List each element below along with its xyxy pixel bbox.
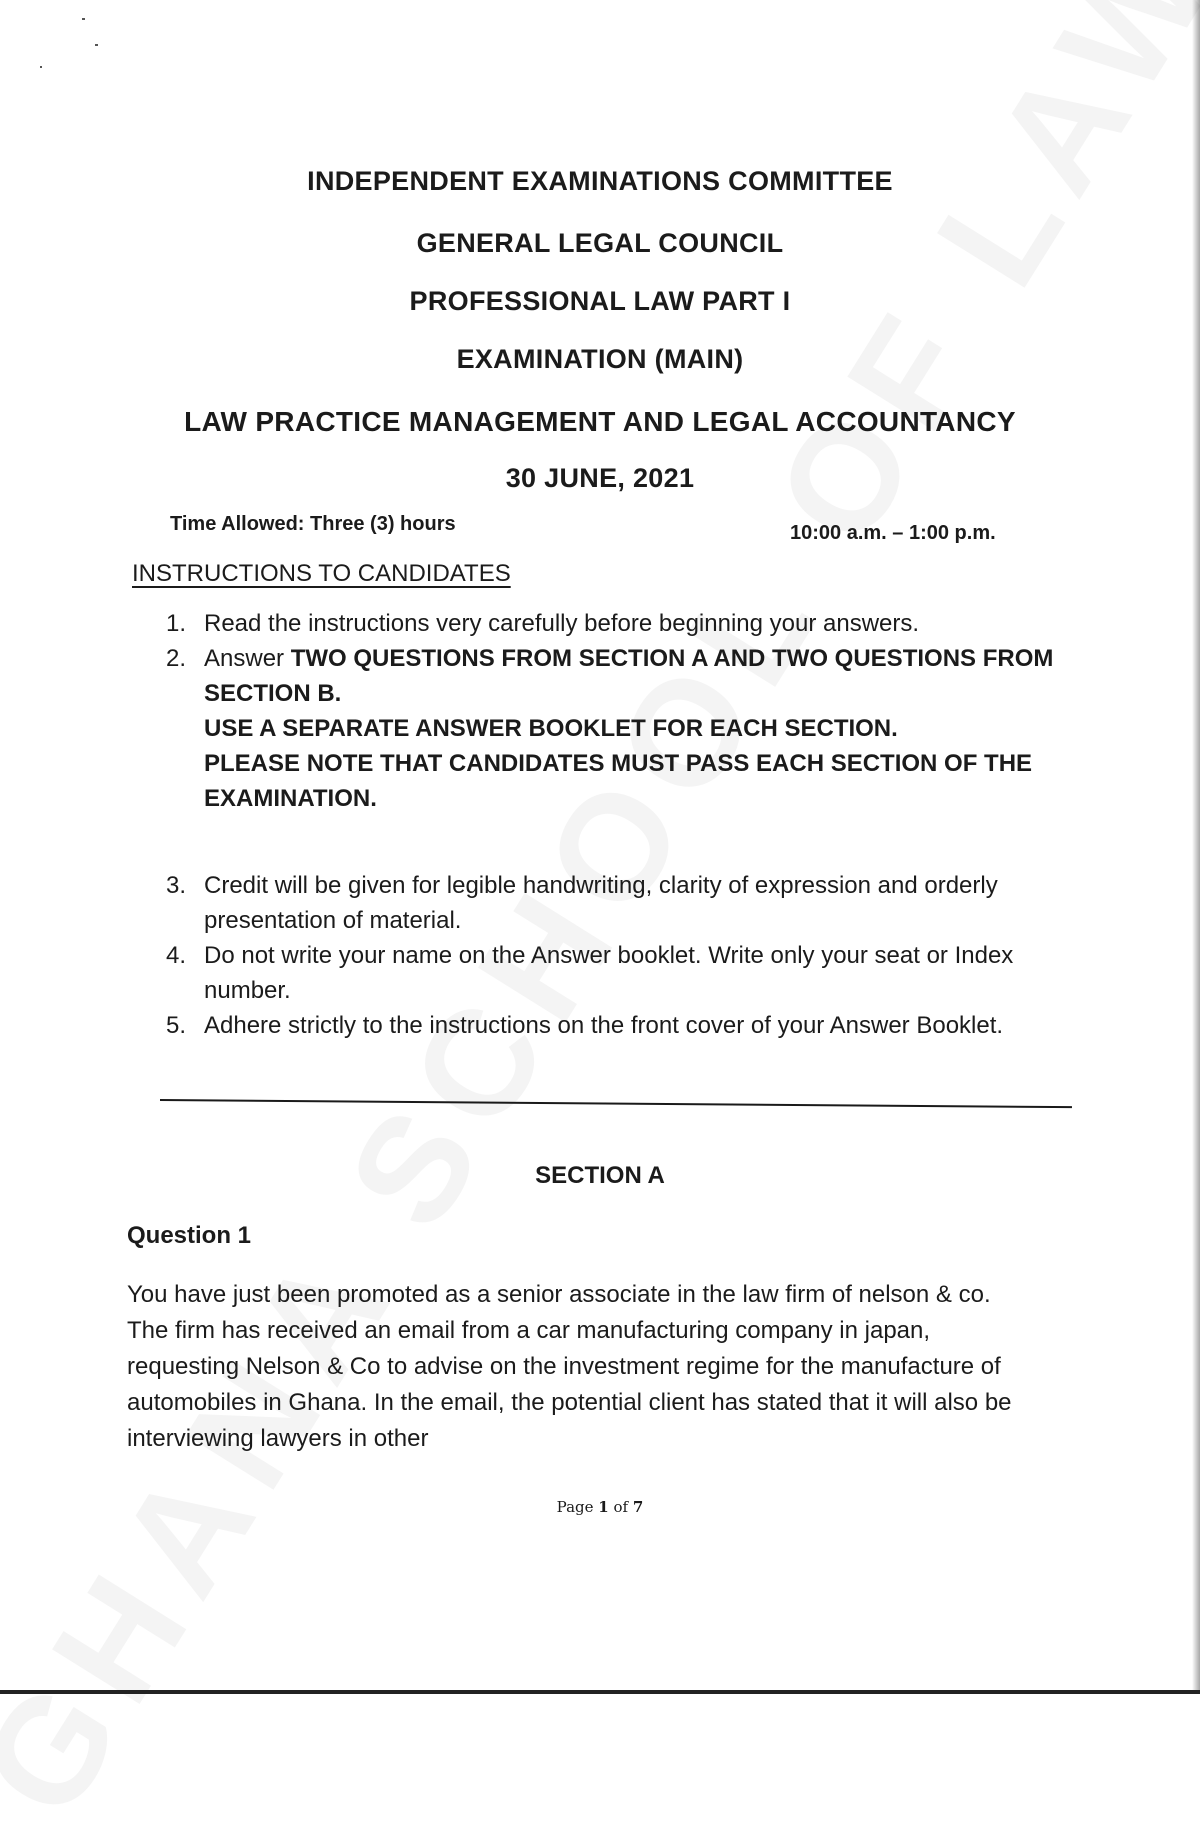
instruction-emphasis: PLEASE NOTE THAT CANDIDATES MUST PASS EACH SECTION OF THE EXAMINATION.: [204, 750, 1033, 812]
question-title: Question 1: [127, 1222, 252, 1249]
exam-date: 30 JUNE, 2021: [505, 463, 695, 493]
committee-heading: INDEPENDENT EXAMINATIONS COMMITTEE: [307, 166, 893, 196]
of-word: of: [613, 1498, 629, 1516]
scan-speck: [82, 18, 85, 20]
section-title: SECTION A: [535, 1162, 665, 1189]
page-edge-shadow: [1192, 0, 1200, 1694]
page-word: Page: [556, 1498, 594, 1516]
instruction-emphasis: USE A SEPARATE ANSWER BOOKLET FOR EACH SECTION.: [204, 715, 898, 742]
instruction-item: [166, 868, 1086, 938]
instruction-text: Read the instructions very carefully before beginning your answers.: [204, 610, 920, 637]
instruction-text: Adhere strictly to the instructions on the front cover of your Answer Booklet.: [204, 1012, 1004, 1039]
instruction-number: 3.: [166, 872, 187, 899]
instruction-text: Credit will be given for legible handwriting, clarity of expression and orderly presentation of material.: [204, 872, 998, 934]
instructions-title: INSTRUCTIONS TO CANDIDATES: [132, 560, 511, 587]
instruction-item: [166, 606, 1086, 641]
instruction-number: 4.: [166, 942, 187, 969]
scan-speck: [40, 66, 42, 68]
instruction-text: Answer: [204, 645, 291, 672]
instruction-text: Do not write your name on the Answer booklet. Write only your seat or Index number.: [204, 942, 1014, 1004]
page-number: 1: [598, 1498, 609, 1516]
section-divider: [160, 1099, 1072, 1108]
instructions-list: [166, 606, 1086, 1043]
page-footer: [0, 1498, 1200, 1516]
time-range: 10:00 a.m. – 1:00 p.m.: [790, 522, 996, 544]
course-heading: PROFESSIONAL LAW PART I: [409, 286, 791, 316]
instruction-item: [166, 938, 1086, 1008]
instruction-number: 1.: [166, 610, 187, 637]
page-bottom-edge: [0, 1690, 1200, 1694]
subject-heading: LAW PRACTICE MANAGEMENT AND LEGAL ACCOUNTANCY: [184, 406, 1016, 437]
time-allowed: Time Allowed: Three (3) hours: [170, 513, 456, 535]
instruction-number: 5.: [166, 1012, 187, 1039]
instruction-item: [166, 641, 1086, 816]
instruction-item: [166, 1008, 1086, 1043]
exam-type-heading: EXAMINATION (MAIN): [456, 344, 744, 374]
question-body: You have just been promoted as a senior associate in the law firm of nelson & co. The firm has received an email from a car manufacturing company in japan, requesting Nelson & Co to advise on the investment regime for the manufacture of automobiles in Ghana. In the email, the potential client has stated that it will also be interviewing lawyers in other: [127, 1281, 1012, 1452]
scan-speck: [95, 44, 98, 46]
instruction-number: 2.: [166, 645, 187, 672]
page-total: 7: [632, 1498, 644, 1516]
instruction-emphasis: TWO QUESTIONS FROM SECTION A AND TWO QUESTIONS FROM SECTION B.: [204, 645, 1054, 707]
council-heading: GENERAL LEGAL COUNCIL: [416, 228, 784, 258]
